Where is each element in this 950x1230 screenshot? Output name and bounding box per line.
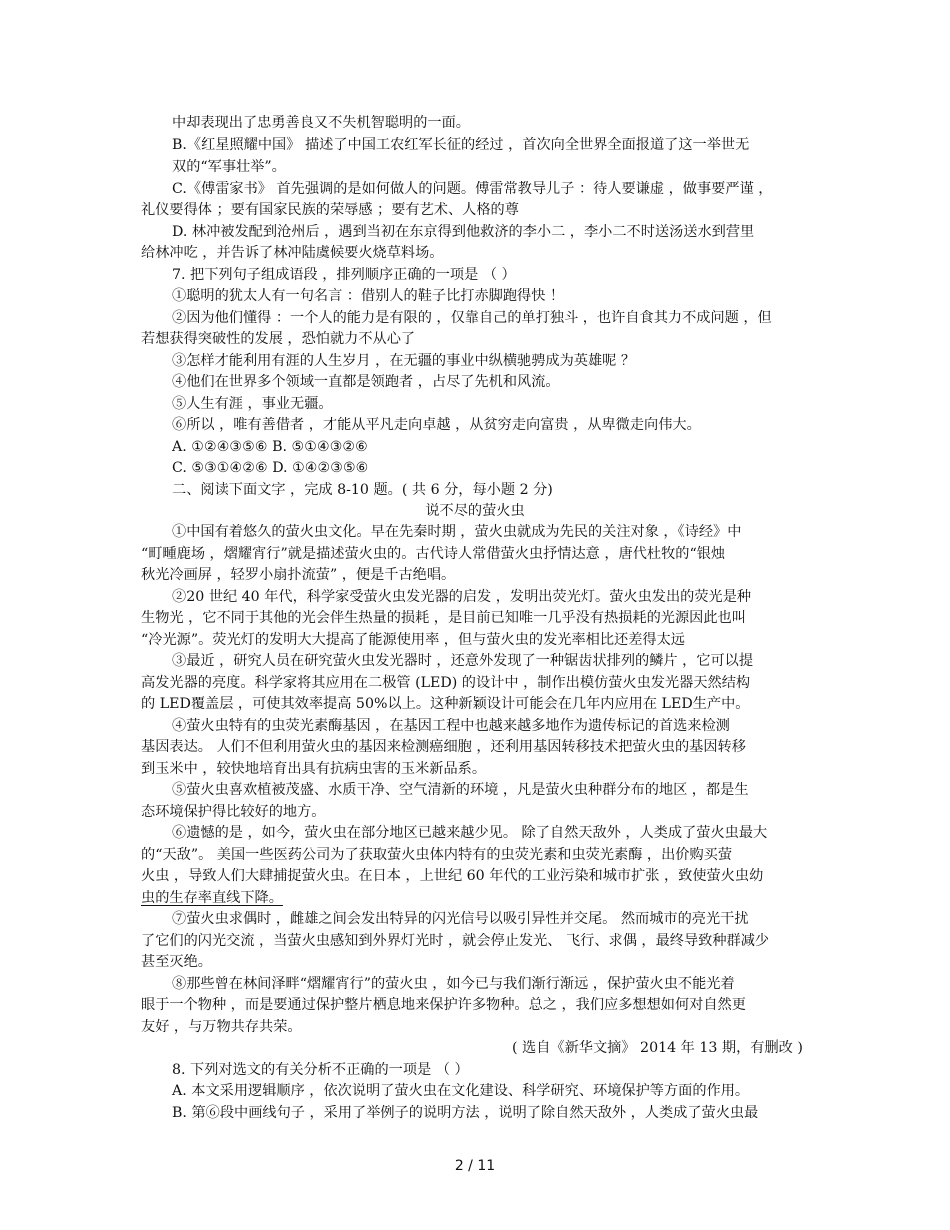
question-7: 7. 把下列句子组成语段 ，排列顺序正确的一项是 （ ） (172, 267, 516, 283)
text-line: 甚至灭绝。 (141, 954, 212, 970)
option-line: A. 本文采用逻辑顺序 ，依次说明了萤火虫在文化建设、科学研究、环境保护等方面的作用。 (172, 1083, 750, 1099)
underlined-sentence: 虫的生存率直线下降。 (141, 890, 283, 906)
text-line: 友好 ，与万物共存共荣。 (141, 1019, 302, 1035)
text-line: “町畽鹿场 ，熠耀宵行”就是描述萤火虫的。古代诗人常借萤火虫抒情达意 ，唐代杜牧的“银烛 (141, 546, 726, 562)
text-line: ④萤火虫特有的虫荧光素酶基因 ，在基因工程中也越来越多地作为遗传标记的首选来检测 (172, 718, 730, 734)
text-line: D. 林冲被发配到沧州后 ，遇到当初在东京得到他救济的李小二 ，李小二不时送汤送水到营里 (172, 224, 755, 240)
underlined-sentence: 火虫 ，导致人们大肆捕捉萤火虫。在日本 ，上世纪 60 年代的工业污染和城市扩张 ，致使萤火虫幼 (141, 868, 764, 884)
text-line: ①中国有着悠久的萤火虫文化。早在先秦时期 ，萤火虫就成为先民的关注对象 ，《诗经》中 (172, 524, 742, 540)
text-line: 礼仪要得体 ；要有国家民族的荣辱感 ；要有艺术、人格的尊 (141, 202, 519, 218)
text-line: ②因为他们懂得 ：一个人的能力是有限的 ，仅靠自己的单打独斗 ，也许自食其力不成问题 ，但 (172, 310, 772, 326)
text-line: ⑤人生有涯 ，事业无疆。 (172, 396, 333, 412)
text-line: ③最近 ，研究人员在研究萤火虫发光器时 ，还意外发现了一种锯齿状排列的鳞片 ，它可以提 (172, 653, 754, 669)
text-line: B.《红星照耀中国》 描述了中国工农红军长征的经过 ，首次向全世界全面报道了这一举世无 (172, 137, 750, 153)
text-line: 态环境保护得比较好的地方。 (141, 804, 326, 820)
text-line: ④他们在世界多个领域一直都是领跑者 ，占尽了先机和风流。 (172, 374, 560, 390)
text-line: ⑦萤火虫求偶时 ，雌雄之间会发出特异的闪光信号以吸引异性并交尾。 然而城市的亮光干扰 (172, 911, 749, 927)
text-line: ①聪明的犹太人有一句名言 ：借别人的鞋子比打赤脚跑得快 ！ (172, 288, 565, 304)
text-line: 到玉米中 ，较快地培育出具有抗病虫害的玉米新品系。 (141, 761, 487, 777)
text-line: ⑧那些曾在林间泽畔“熠耀宵行”的萤火虫 ，如今已与我们渐行渐远 ，保护萤火虫不能光着 (172, 976, 735, 992)
text-line: 眼于一个物种 ，而是要通过保护整片栖息地来保护许多物种。总之 ，我们应多想想如何对自然更 (141, 997, 746, 1013)
option-line: A. ①②④③⑤⑥ B. ⑤①④③②⑥ (172, 439, 368, 455)
text-line: ⑤萤火虫喜欢植被茂盛、水质干净、空气清新的环境 ，凡是萤火虫种群分布的地区 ，都是生 (172, 782, 749, 798)
text-line: 给林冲吃 ，并告诉了林冲陆虞候要火烧草料场。 (141, 245, 444, 261)
text-line: C.《傅雷家书》 首先强调的是如何做人的问题。傅雷常教导儿子 ：待人要谦虚 ，做事要严谨 ， (172, 181, 773, 197)
text-line: ③怎样才能利用有涯的人生岁月 ，在无疆的事业中纵横驰骋成为英雄呢 ？ (172, 353, 636, 369)
text-line: 秋光冷画屏 ，轻罗小扇扑流萤” ，便是千古绝唱。 (141, 567, 456, 583)
question-8: 8. 下列对选文的有关分析不正确的一项是 （ ） (172, 1062, 469, 1078)
text-line: ⑥遗憾的是 ，如今，萤火虫在部分地区已越来越少见。 除了自然天敌外 ，人类成了萤火虫最大 (172, 825, 768, 841)
text-line: 双的“军事壮举”。 (172, 159, 286, 175)
text-line: 高发光器的亮度。科学家将其应用在二极管 (LED) 的设计中 ，制作出模仿萤火虫发光器天然结构 (141, 675, 751, 691)
page-number: 2 / 11 (454, 1158, 496, 1174)
source-citation: ( 选自《新华文摘》 2014 年 13 期，有删改 ) (512, 1040, 803, 1056)
section-heading: 二、阅读下面文字 ，完成 8-10 题。( 共 6 分，每小题 2 分) (172, 482, 553, 498)
text-line: 了它们的闪光交流 ，当萤火虫感知到外界灯光时 ，就会停止发光、 飞行、求偶 ，最终导致种群减少 (141, 933, 770, 949)
option-line: B. 第⑥段中画线句子 ，采用了举例子的说明方法 ，说明了除自然天敌外 ，人类成了萤火虫最 (172, 1105, 759, 1121)
article-title: 说不尽的萤火虫 (425, 503, 525, 519)
text-line: 若想获得突破性的发展 ，恐怕就力不从心了 (141, 331, 416, 347)
text-line: “冷光源”。荧光灯的发明大大提高了能源使用率 ，但与萤火虫的发光率相比还差得太远 (141, 632, 685, 648)
text-line: 生物光 ，它不同于其他的光会伴生热量的损耗 ，是目前已知唯一几乎没有热损耗的光源因此也叫 (141, 610, 746, 626)
text-line: 中却表现出了忠勇善良又不失机智聪明的一面。 (172, 115, 470, 131)
text-line: 的“天敌”。 美国一些医药公司为了获取萤火虫体内特有的虫荧光素和虫荧光素酶 ，出价购买萤 (141, 847, 733, 863)
option-line: C. ⑤③①④②⑥ D. ①④②③⑤⑥ (172, 460, 369, 476)
text-line: ⑥所以 ，唯有善借者 ，才能从平凡走向卓越 ，从贫穷走向富贵 ，从卑微走向伟大。 (172, 417, 701, 433)
text-line: 基因表达。 人们不但利用萤火虫的基因来检测癌细胞 ，还利用基因转移技术把萤火虫的基因转移 (141, 739, 746, 755)
text-line: ②20 世纪 40 年代，科学家受萤火虫发光器的启发 ，发明出荧光灯。萤火虫发出的荧光是种 (172, 589, 752, 605)
text-line: 的 LED覆盖层 ，可使其效率提高 50%以上。这种新颖设计可能会在几年内应用在 LED生产中。 (141, 696, 750, 712)
